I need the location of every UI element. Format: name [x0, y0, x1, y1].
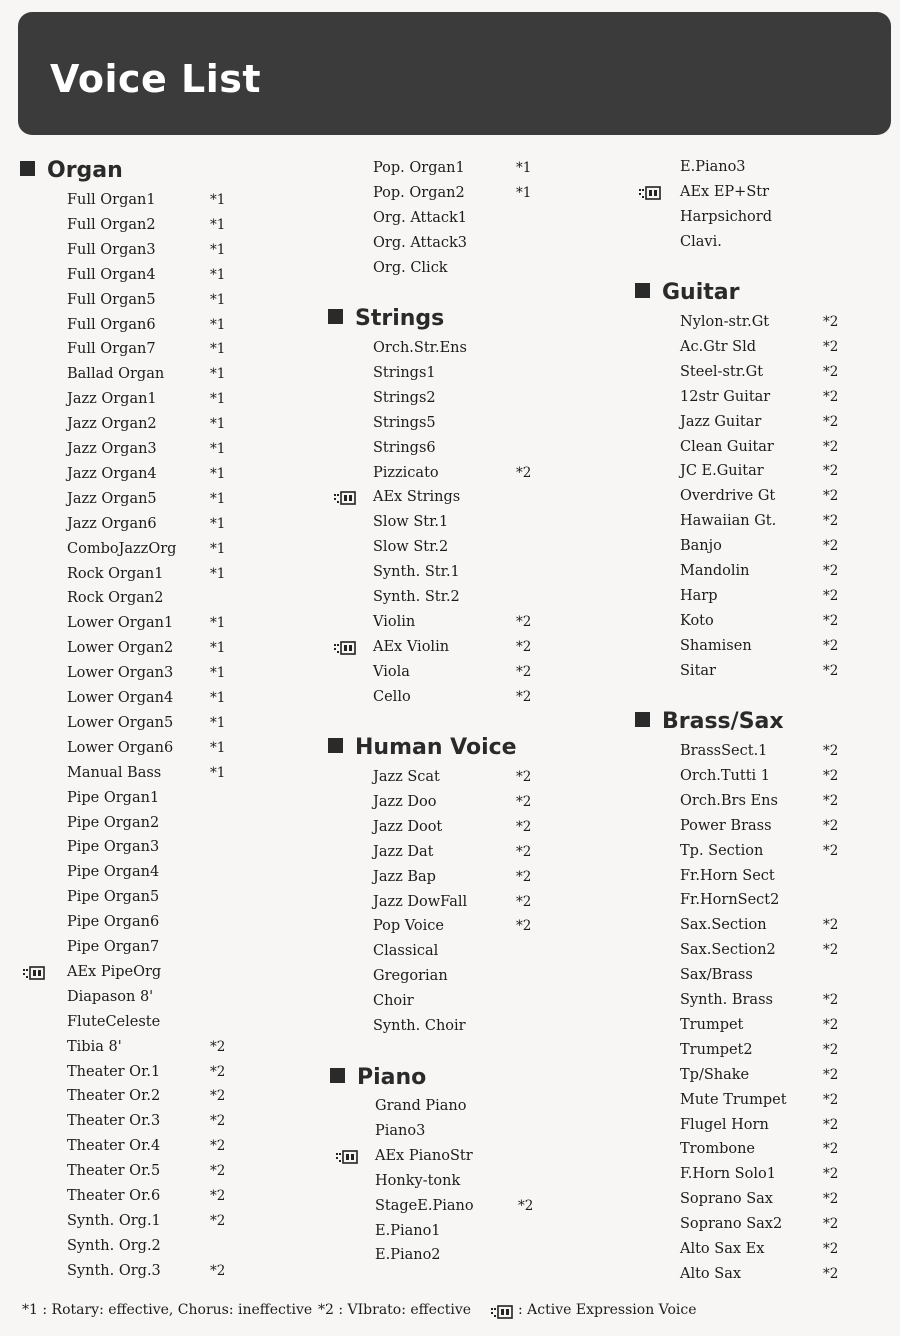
bullet-square-icon — [635, 283, 650, 298]
voice-note: *1 — [210, 490, 226, 507]
voice-name: StageE.Piano — [375, 1197, 474, 1214]
voice-row — [0, 385, 900, 410]
voice-name: Jazz Scat — [373, 769, 440, 785]
voice-name: Slow Str.1 — [373, 514, 449, 531]
voice-row — [0, 764, 900, 789]
section-title: Strings — [355, 306, 445, 331]
voice-name: Banjo — [680, 538, 722, 555]
voice-name: Fr.Horn Sect — [680, 867, 775, 884]
voice-row — [0, 913, 900, 938]
voice-name: Synth. Org.2 — [67, 1237, 161, 1254]
voice-name: Orch.Str.Ens — [373, 340, 467, 356]
voice-name: Tp. Section — [680, 842, 764, 859]
voice-note: *2 — [210, 1038, 226, 1055]
voice-note: *2 — [516, 843, 532, 860]
voice-note: *2 — [823, 817, 839, 834]
voice-name: BrassSect.1 — [680, 743, 768, 759]
voice-note: *1 — [210, 764, 226, 781]
voice-name: Slow Str.2 — [373, 539, 449, 556]
voice-name: Shamisen — [680, 637, 752, 654]
voice-row — [0, 534, 900, 559]
voice-name: Pop. Organ2 — [373, 184, 465, 201]
voice-note: *2 — [823, 1241, 839, 1257]
voice-name: Gregorian — [373, 968, 448, 985]
voice-note: *2 — [823, 1016, 839, 1033]
voice-note: *2 — [823, 388, 839, 405]
voice-row — [0, 335, 900, 360]
voice-name: Alto Sax Ex — [680, 1241, 765, 1257]
voice-name: Full Organ7 — [67, 341, 156, 358]
section-title: Piano — [357, 1065, 427, 1090]
bullet-square-icon — [635, 712, 650, 727]
voice-name: Classical — [373, 943, 439, 960]
voice-row — [0, 1262, 900, 1287]
voice-name: Trombone — [680, 1141, 756, 1158]
voice-note: *2 — [823, 1116, 839, 1133]
voice-name: Theater Or.6 — [67, 1188, 161, 1204]
voice-name: Pizzicato — [373, 464, 439, 481]
voice-name: Trumpet2 — [680, 1041, 753, 1058]
voice-row — [0, 1162, 900, 1187]
voice-name: Pipe Organ2 — [67, 814, 160, 831]
voice-name: FluteCeleste — [67, 1013, 161, 1030]
voice-note: *2 — [823, 587, 839, 604]
section-title: Human Voice — [355, 735, 517, 760]
voice-name: Ac.Gtr Sld — [680, 338, 757, 355]
voice-row — [0, 1013, 900, 1038]
voice-row — [0, 155, 900, 180]
voice-name: Violin — [373, 613, 416, 630]
voice-name: Orch.Tutti 1 — [680, 767, 771, 784]
voice-note: *2 — [210, 1063, 226, 1080]
voice-row — [0, 360, 900, 385]
voice-name: Theater Or.4 — [67, 1138, 161, 1155]
voice-note: *1 — [210, 640, 226, 657]
voice-name: ComboJazzOrg — [67, 540, 177, 557]
voice-row — [0, 888, 900, 913]
voice-note: *2 — [823, 463, 839, 480]
voice-row — [0, 938, 900, 963]
voice-name: Synth. Brass — [680, 992, 773, 1008]
voice-name: Jazz Organ1 — [67, 391, 157, 408]
voice-note: *2 — [823, 662, 839, 679]
voice-note: *2 — [210, 1188, 226, 1204]
voice-name: Pipe Organ5 — [67, 889, 160, 906]
voice-note: *2 — [210, 1212, 226, 1229]
voice-row — [0, 988, 900, 1013]
voice-note: *2 — [823, 767, 839, 784]
voice-name: Tibia 8' — [67, 1038, 122, 1055]
voice-note: *2 — [516, 638, 532, 655]
voice-row — [0, 1212, 900, 1237]
aex-icon — [638, 186, 661, 200]
voice-name: Hawaiian Gt. — [680, 513, 777, 530]
voice-note: *1 — [210, 739, 226, 756]
voice-note: *1 — [210, 515, 226, 532]
voice-row — [0, 288, 900, 313]
voice-name: Synth. Str.1 — [373, 564, 460, 581]
voice-row — [0, 685, 900, 710]
voice-name: Strings6 — [373, 439, 436, 456]
voice-note: *1 — [210, 291, 226, 308]
voice-name: Flugel Horn — [680, 1116, 769, 1133]
voice-note: *2 — [823, 637, 839, 654]
voice-name: Pop Voice — [373, 918, 444, 935]
voice-name: Jazz DowFall — [373, 893, 468, 910]
voice-note: *1 — [210, 465, 226, 482]
voice-name: Full Organ4 — [67, 266, 156, 283]
section-heading-guitar — [635, 282, 739, 304]
voice-name: Soprano Sax2 — [680, 1216, 783, 1233]
voice-note: *2 — [823, 1216, 839, 1233]
voice-name: Koto — [680, 612, 714, 629]
voice-note: *1 — [210, 416, 226, 433]
voice-note: *1 — [210, 316, 226, 333]
voice-name: Jazz Dat — [373, 843, 434, 860]
voice-name: Full Organ2 — [67, 216, 156, 233]
voice-name: Sax/Brass — [680, 967, 753, 984]
voice-name: Lower Organ2 — [67, 640, 174, 657]
voice-name: Pipe Organ6 — [67, 914, 160, 931]
voice-note: *2 — [823, 413, 839, 430]
voice-name: Full Organ3 — [67, 241, 156, 258]
voice-note: *2 — [823, 314, 839, 330]
voice-name: Alto Sax — [680, 1265, 742, 1282]
voice-name: Pipe Organ3 — [67, 839, 160, 856]
footnote-rotary: *1 : Rotary: effective, Chorus: ineffective — [22, 1302, 313, 1318]
voice-name: Piano3 — [375, 1122, 426, 1139]
voice-name: Synth. Org.3 — [67, 1262, 161, 1279]
section-title: Guitar — [662, 280, 740, 305]
voice-name: Steel-str.Gt — [680, 363, 764, 380]
voice-name: AEx Strings — [373, 489, 461, 506]
section-heading-brass-sax — [635, 711, 784, 733]
voice-name: Tp/Shake — [680, 1066, 750, 1083]
voice-name: Theater Or.1 — [67, 1063, 161, 1080]
page-title: Voice List — [50, 57, 262, 101]
voice-note: *2 — [823, 488, 839, 505]
voice-note: *1 — [210, 241, 226, 258]
voice-name: Lower Organ5 — [67, 714, 174, 731]
voice-name: Synth. Choir — [373, 1018, 466, 1034]
voice-name: Fr.HornSect2 — [680, 892, 780, 909]
voice-row — [0, 1237, 900, 1262]
voice-name: Rock Organ2 — [67, 590, 164, 607]
voice-note: *1 — [210, 341, 226, 358]
voice-name: Choir — [373, 993, 414, 1010]
voice-name: Power Brass — [680, 817, 772, 834]
voice-row — [0, 559, 900, 584]
section-title: Organ — [47, 158, 123, 183]
voice-name: Harpsichord — [680, 208, 772, 225]
voice-name: Clean Guitar — [680, 438, 774, 455]
voice-name: E.Piano1 — [375, 1222, 441, 1239]
voice-row — [0, 1063, 900, 1088]
voice-note: *1 — [210, 540, 226, 557]
voice-name: Strings5 — [373, 414, 436, 431]
voice-name: Grand Piano — [375, 1098, 467, 1114]
voice-note: *2 — [823, 992, 839, 1008]
voice-row — [0, 310, 900, 335]
voice-row — [0, 410, 900, 435]
voice-note: *2 — [823, 513, 839, 530]
voice-name: Synth. Str.2 — [373, 589, 460, 605]
voice-name: Viola — [373, 663, 410, 680]
voice-name: E.Piano2 — [375, 1247, 441, 1264]
voice-note: *2 — [823, 1166, 839, 1183]
voice-note: *2 — [823, 538, 839, 555]
voice-name: Pop. Organ1 — [373, 160, 465, 176]
voice-note: *1 — [210, 714, 226, 731]
voice-note: *1 — [516, 184, 532, 201]
voice-name: Jazz Guitar — [680, 413, 762, 430]
voice-row — [0, 1088, 900, 1113]
voice-row — [0, 839, 900, 864]
voice-note: *2 — [823, 563, 839, 579]
voice-note: *2 — [210, 1163, 226, 1180]
voice-name: Strings1 — [373, 364, 436, 381]
voice-name: Org. Attack3 — [373, 234, 467, 251]
voice-name: Jazz Doo — [373, 793, 437, 810]
voice-name: Orch.Brs Ens — [680, 792, 778, 809]
voice-name: Org. Click — [373, 259, 448, 276]
voice-name: Honky-tonk — [375, 1172, 461, 1189]
voice-note: *2 — [516, 464, 532, 481]
voice-name: Jazz Organ5 — [67, 490, 157, 507]
voice-name: Manual Bass — [67, 764, 162, 781]
voice-name: Jazz Organ6 — [67, 515, 157, 532]
voice-name: Sitar — [680, 662, 716, 679]
voice-name: Mute Trumpet — [680, 1091, 787, 1108]
voice-note: *2 — [516, 918, 532, 935]
voice-note: *2 — [210, 1262, 226, 1279]
voice-note: *2 — [516, 663, 532, 680]
voice-name: Jazz Organ3 — [67, 441, 157, 457]
voice-row — [0, 484, 900, 509]
voice-name: Soprano Sax — [680, 1191, 773, 1208]
voice-note: *2 — [823, 338, 839, 355]
voice-note: *2 — [823, 438, 839, 455]
voice-note: *2 — [516, 893, 532, 910]
voice-note: *1 — [210, 690, 226, 706]
voice-name: Cello — [373, 688, 411, 705]
voice-name: AEx Violin — [373, 638, 450, 655]
voice-note: *2 — [823, 1265, 839, 1282]
voice-name: Pipe Organ7 — [67, 939, 160, 955]
voice-name: Ballad Organ — [67, 366, 165, 383]
section-title: Brass/Sax — [662, 709, 784, 734]
aex-icon — [490, 1305, 513, 1319]
voice-note: *2 — [516, 688, 532, 705]
voice-name: AEx PianoStr — [375, 1147, 473, 1164]
voice-note: *1 — [210, 615, 226, 632]
voice-name: Harp — [680, 587, 718, 604]
voice-name: Sax.Section2 — [680, 942, 776, 959]
voice-note: *2 — [823, 1191, 839, 1208]
footnote-vibrato: *2 : VIbrato: effective — [318, 1302, 472, 1318]
voice-name: Mandolin — [680, 563, 750, 579]
voice-note: *2 — [823, 1091, 839, 1108]
voice-note: *1 — [210, 391, 226, 408]
voice-note: *2 — [823, 363, 839, 380]
voice-note: *2 — [823, 1041, 839, 1058]
voice-row — [0, 1113, 900, 1138]
voice-note: *1 — [210, 665, 226, 682]
footnote-aex: : Active Expression Voice — [518, 1302, 697, 1318]
voice-row — [0, 634, 900, 659]
title-banner — [18, 12, 891, 135]
voice-note: *2 — [516, 818, 532, 835]
voice-name: Lower Organ6 — [67, 739, 174, 756]
voice-name: E.Piano3 — [680, 159, 746, 175]
voice-row — [0, 1187, 900, 1212]
voice-note: *1 — [210, 266, 226, 283]
voice-row — [0, 814, 900, 839]
voice-name: Org. Attack1 — [373, 209, 467, 226]
voice-name: Lower Organ4 — [67, 690, 174, 706]
voice-row — [0, 230, 900, 255]
voice-name: Jazz Doot — [373, 818, 443, 835]
voice-name: Synth. Org.1 — [67, 1212, 161, 1229]
voice-row — [0, 509, 900, 534]
voice-row — [0, 459, 900, 484]
voice-note: *1 — [210, 441, 226, 457]
voice-note: *2 — [210, 1138, 226, 1155]
voice-row — [0, 789, 900, 814]
footnotes — [0, 1300, 900, 1324]
voice-name: JC E.Guitar — [680, 463, 764, 480]
voice-name: Diapason 8' — [67, 988, 154, 1005]
voice-name: Overdrive Gt — [680, 488, 776, 505]
voice-row — [0, 609, 900, 634]
voice-name: AEx PipeOrg — [67, 963, 162, 980]
voice-note: *2 — [823, 743, 839, 759]
voice-name: Lower Organ1 — [67, 615, 174, 632]
voice-row — [0, 739, 900, 764]
voice-row — [0, 205, 900, 230]
voice-name: Full Organ5 — [67, 291, 156, 308]
voice-note: *2 — [210, 1088, 226, 1105]
voice-name: 12str Guitar — [680, 388, 771, 405]
voice-row — [0, 584, 900, 609]
voice-note: *2 — [210, 1113, 226, 1130]
voice-note: *2 — [516, 769, 532, 785]
voice-row — [0, 1137, 900, 1162]
voice-note: *2 — [516, 868, 532, 885]
voice-name: Theater Or.3 — [67, 1113, 161, 1130]
voice-name: Nylon-str.Gt — [680, 314, 770, 330]
voice-note: *2 — [823, 1066, 839, 1083]
voice-row — [0, 435, 900, 460]
voice-note: *1 — [516, 160, 532, 176]
voice-note: *1 — [210, 192, 226, 208]
voice-name: Theater Or.2 — [67, 1088, 161, 1105]
voice-name: Trumpet — [680, 1016, 744, 1033]
voice-name: Jazz Organ2 — [67, 416, 157, 433]
voice-note: *2 — [518, 1197, 534, 1214]
voice-name: Theater Or.5 — [67, 1163, 161, 1180]
voice-note: *2 — [823, 942, 839, 959]
voice-name: Rock Organ1 — [67, 565, 164, 582]
voice-name: Full Organ1 — [67, 192, 156, 208]
voice-name: Clavi. — [680, 233, 722, 250]
voice-name: Jazz Bap — [373, 868, 436, 885]
voice-row — [0, 659, 900, 684]
voice-note: *2 — [823, 917, 839, 934]
voice-note: *1 — [210, 366, 226, 383]
voice-row — [0, 864, 900, 889]
voice-row — [0, 963, 900, 988]
voice-name: AEx EP+Str — [680, 183, 770, 200]
voice-name: Lower Organ3 — [67, 665, 174, 682]
voice-name: Jazz Organ4 — [67, 465, 157, 482]
voice-row — [0, 256, 900, 281]
voice-note: *2 — [823, 612, 839, 629]
voice-name: F.Horn Solo1 — [680, 1166, 776, 1183]
voice-note: *2 — [823, 792, 839, 809]
voice-name: Strings2 — [373, 389, 436, 406]
voice-name: Pipe Organ4 — [67, 864, 160, 881]
voice-name: Full Organ6 — [67, 316, 156, 333]
voice-note: *1 — [210, 216, 226, 233]
voice-name: Pipe Organ1 — [67, 789, 160, 806]
voice-note: *2 — [823, 1141, 839, 1158]
voice-note: *2 — [823, 842, 839, 859]
voice-row — [0, 1038, 900, 1063]
voice-note: *1 — [210, 565, 226, 582]
voice-note: *2 — [516, 793, 532, 810]
voice-name: Sax.Section — [680, 917, 767, 934]
voice-row — [0, 180, 900, 205]
voice-note: *2 — [516, 613, 532, 630]
